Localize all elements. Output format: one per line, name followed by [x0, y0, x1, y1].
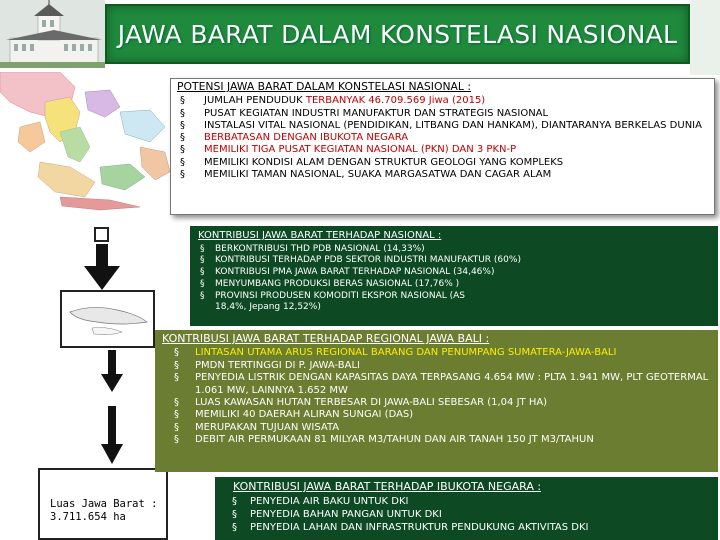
list-item: § PUSAT KEGIATAN INDUSTRI MANUFAKTUR DAN STRATEGIS NASIONAL — [180, 107, 549, 119]
kontribusi-ibukota-panel — [215, 477, 718, 540]
list-item: § MEMILIKI 40 DAERAH ALIRAN SUNGAI (DAS) — [174, 409, 414, 421]
list-item: § MEMILIKI KONDISI ALAM DENGAN STRUKTUR GEOLOGI YANG KOMPLEKS — [180, 156, 564, 168]
list-item: § KONTRIBUSI TERHADAP PDB SEKTOR INDUSTRI MANUFAKTUR (60%) — [200, 255, 521, 266]
nasional-heading: KONTRIBUSI JAWA BARAT TERHADAP NASIONAL : — [198, 230, 442, 241]
list-item: § PENYEDIA BAHAN PANGAN UNTUK DKI — [232, 509, 442, 520]
kontribusi-nasional-panel — [190, 226, 718, 326]
down-arrow-icon — [101, 406, 123, 464]
potensi-heading: POTENSI JAWA BARAT DALAM KONSTELASI NASIONAL : — [177, 80, 472, 93]
list-item: § JUMLAH PENDUDUK TERBANYAK 46.709.569 Jiwa (2015) — [180, 95, 486, 107]
list-item: § MEMILIKI TIGA PUSAT KEGIATAN NASIONAL (PKN) DAN 3 PKN-P — [180, 144, 517, 156]
list-item: § LINTASAN UTAMA ARUS REGIONAL BARANG DAN PENUMPANG SUMATERA-JAWA-BALI — [174, 347, 617, 359]
regional-list — [162, 347, 711, 446]
title-banner — [105, 4, 690, 64]
kontribusi-regional-panel — [155, 330, 718, 472]
southeast-asia-map — [0, 72, 175, 212]
ibukota-list — [225, 495, 708, 534]
potensi-list — [177, 95, 708, 181]
list-item: § PMDN TERTINGGI DI P. JAWA-BALI — [174, 359, 360, 371]
list-item: § BERBATASAN DENGAN IBUKOTA NEGARA — [180, 132, 409, 144]
list-item: § INSTALASI VITAL NASIONAL (PENDIDIKAN, LITBANG DAN HANKAM), DIANTARANYA BERKELAS DUNIA — [180, 119, 702, 131]
list-item: § MEMILIKI TAMAN NASIONAL, SUAKA MARGASATWA DAN CAGAR ALAM — [180, 169, 552, 181]
java-map-icon — [62, 292, 153, 346]
regional-heading: KONTRIBUSI JAWA BARAT TERHADAP REGIONAL JAWA BALI : — [162, 332, 490, 345]
list-item: § BERKONTRIBUSI THD PDB NASIONAL (14,33%) — [200, 243, 425, 254]
java-map-thumbnail — [60, 290, 155, 348]
list-item: § PROVINSI PRODUSEN KOMODITI EKSPOR NASIONAL (AS 18,4%, Jepang 12,52%) — [200, 290, 466, 313]
list-item: § DEBIT AIR PERMUKAAN 81 MILYAR M3/TAHUN DAN AIR TANAH 150 JT M3/TAHUN — [174, 434, 594, 446]
luas-title: Luas Jawa Barat : — [50, 498, 158, 510]
nasional-list — [198, 244, 710, 314]
luas-value: 3.711.654 ha — [50, 511, 126, 523]
list-item: § KONTRIBUSI PMA JAWA BARAT TERHADAP NASIONAL (34,46%) — [200, 267, 495, 278]
luas-label — [50, 498, 157, 524]
down-arrow-icon — [101, 350, 123, 392]
list-item: § PENYEDIA LAHAN DAN INFRASTRUKTUR PENDUKUNG AKTIVITAS DKI — [232, 522, 589, 533]
page-title: JAWA BARAT DALAM KONSTELASI NASIONAL — [117, 19, 678, 49]
building-icon — [0, 0, 105, 68]
list-item: § LUAS KAWASAN HUTAN TERBESAR DI JAWA-BALI SEBESAR (1,04 JT HA) — [174, 397, 548, 409]
list-item: § PENYEDIA AIR BAKU UNTUK DKI — [232, 496, 409, 507]
potensi-panel — [170, 78, 715, 215]
small-square-marker — [94, 227, 109, 242]
list-item: § MERUPAKAN TUJUAN WISATA — [174, 421, 340, 433]
ibukota-heading: KONTRIBUSI JAWA BARAT TERHADAP IBUKOTA NEGARA : — [233, 480, 542, 493]
down-arrow-icon — [82, 244, 122, 290]
corner-tint — [690, 0, 720, 75]
list-item: § MENYUMBANG PRODUKSI BERAS NASIONAL (17,76% ) — [200, 278, 460, 289]
list-item: § PENYEDIA LISTRIK DENGAN KAPASITAS DAYA TERPASANG 4.654 MW : PLTA 1.941 MW, PLT GEOTERMAL 1.061 MW, LAINNYA 1.652 MW — [174, 372, 709, 396]
